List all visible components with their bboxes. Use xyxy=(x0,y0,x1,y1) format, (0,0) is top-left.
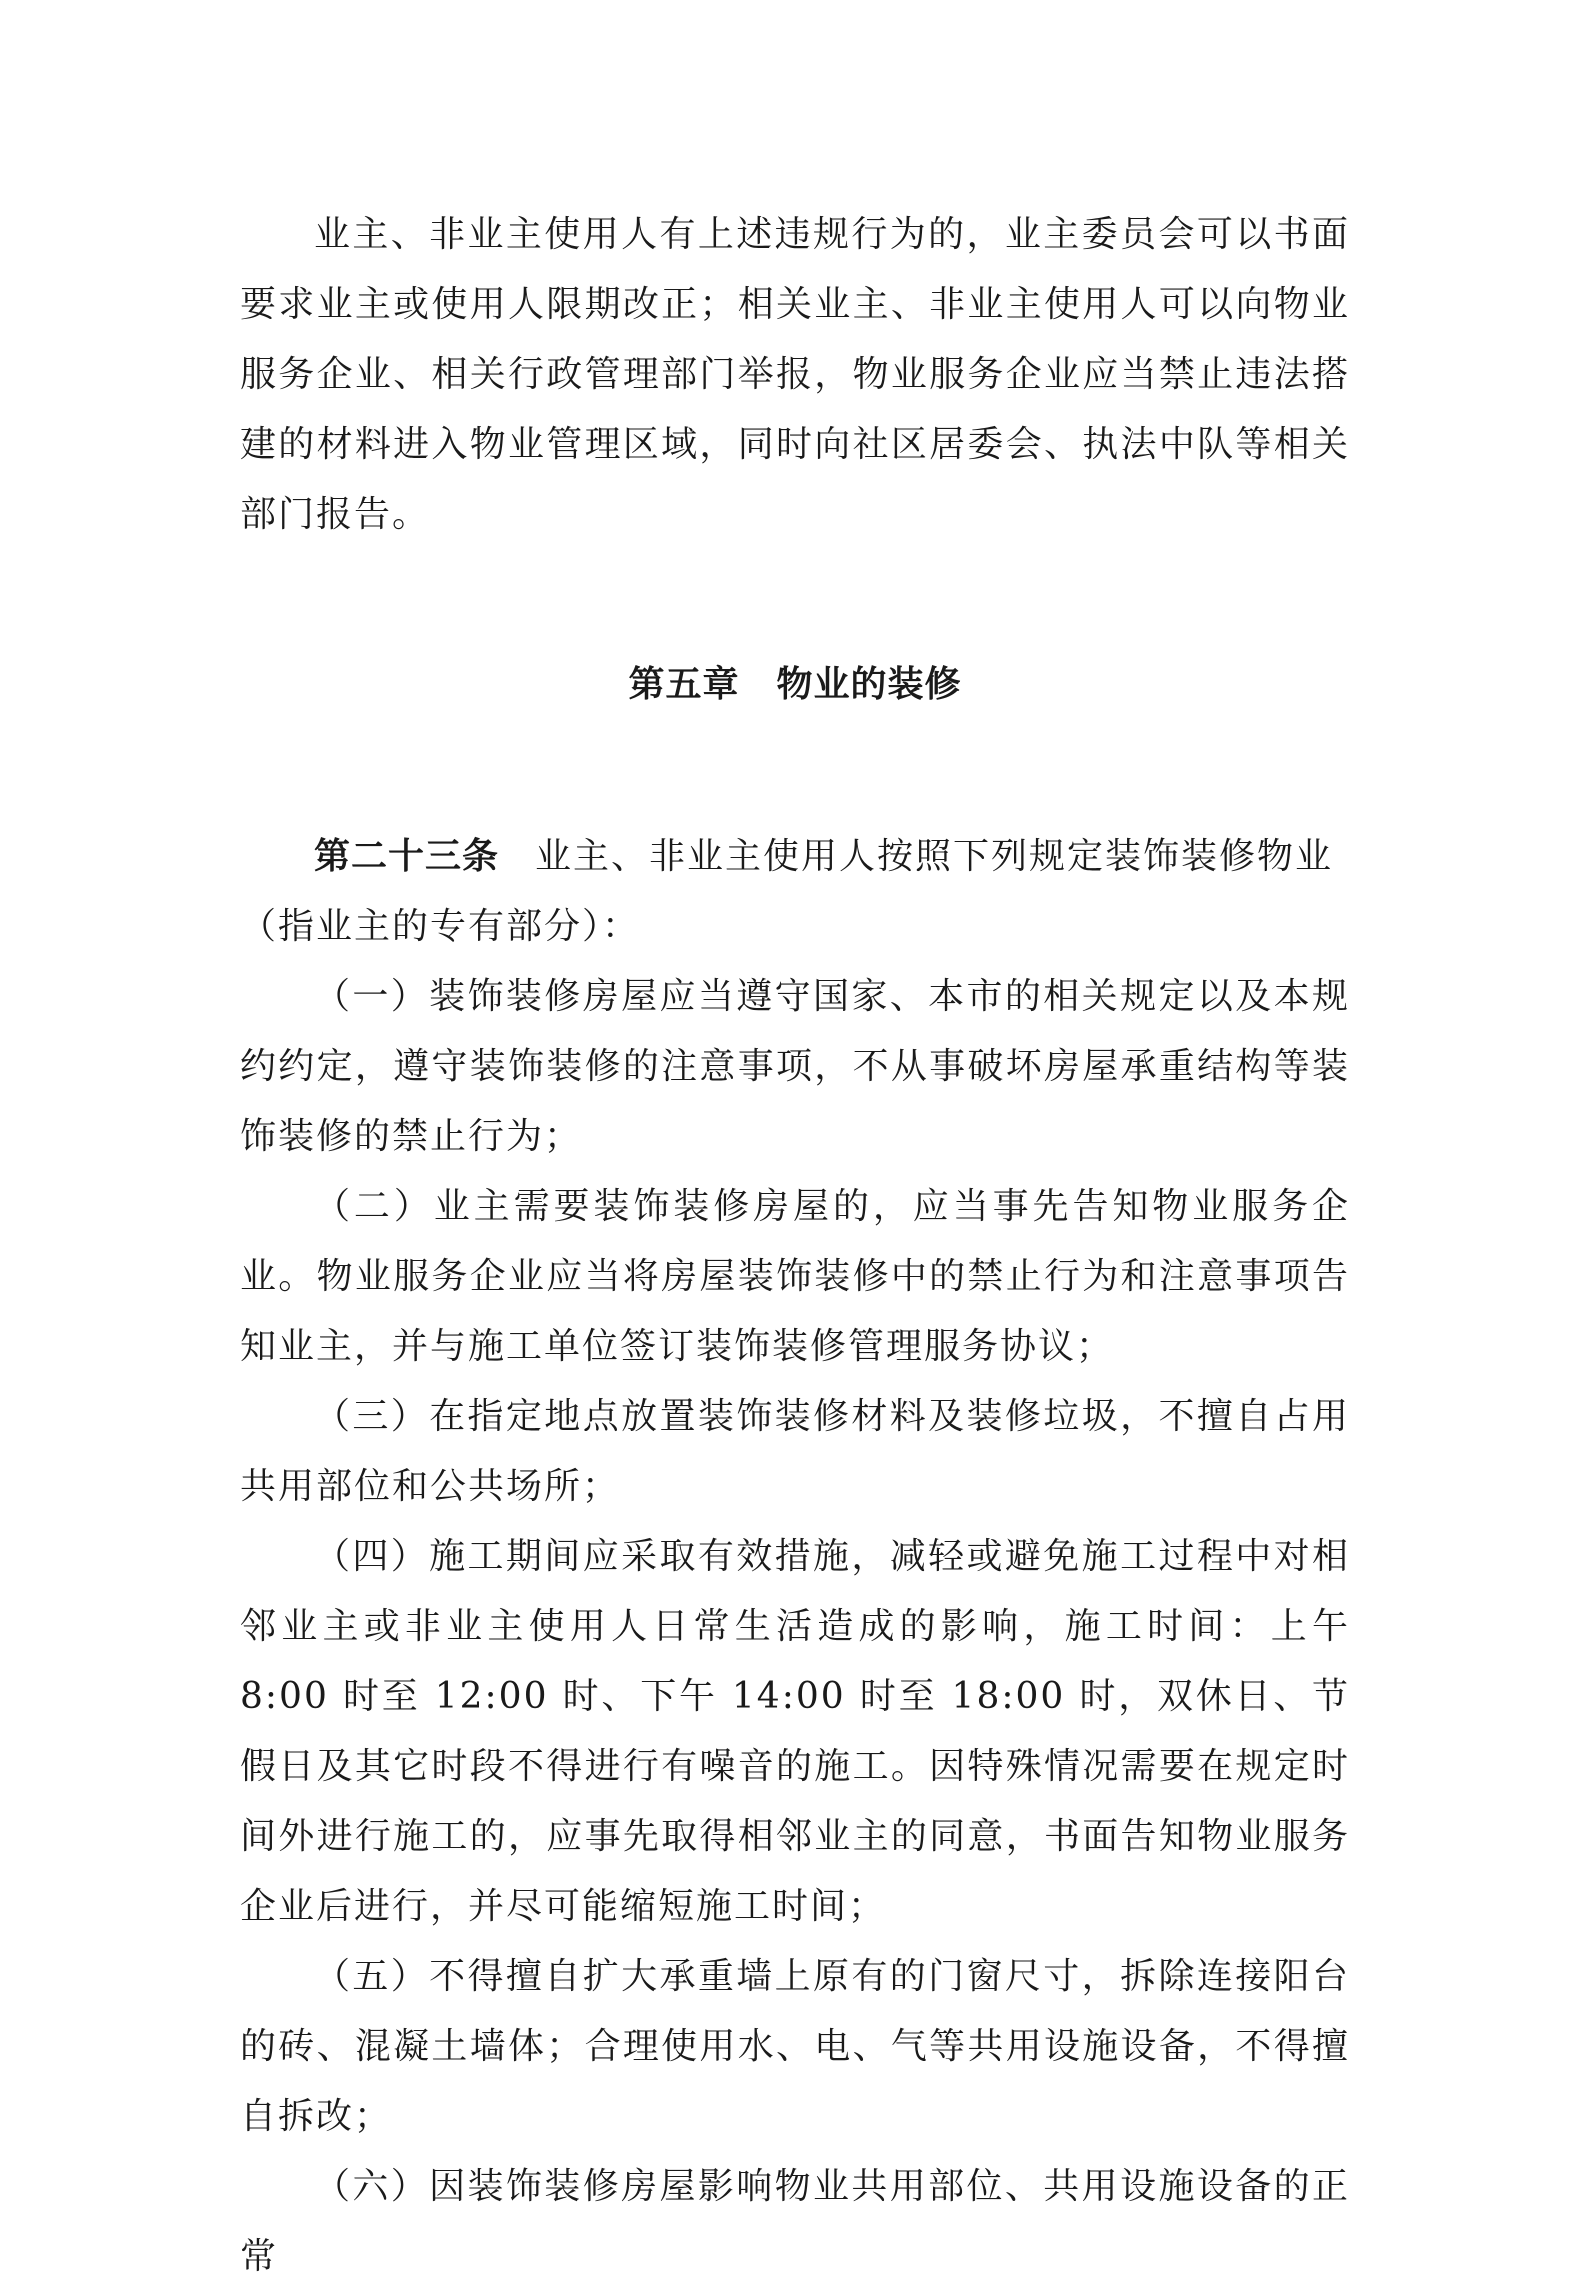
article-item-1: （一）装饰装修房屋应当遵守国家、本市的相关规定以及本规约约定，遵守装饰装修的注意事项，不从事破坏房屋承重结构等装饰装修的禁止行为； xyxy=(240,976,1350,1157)
article-item-2: （二）业主需要装饰装修房屋的，应当事先告知物业服务企业。物业服务企业应当将房屋装饰装修中的禁止行为和注意事项告知业主，并与施工单位签订装饰装修管理服务协议； xyxy=(240,1186,1350,1367)
intro-paragraph: 业主、非业主使用人有上述违规行为的，业主委员会可以书面要求业主或使用人限期改正；相关业主、非业主使用人可以向物业服务企业、相关行政管理部门举报，物业服务企业应当禁止违法搭建的材料进入物业管理区域，同时向社区居委会、执法中队等相关部门报告。 xyxy=(240,214,1350,535)
article-item-6: （六）因装饰装修房屋影响物业共用部位、共用设施设备的正常 xyxy=(240,2166,1350,2277)
article-item-5: （五）不得擅自扩大承重墙上原有的门窗尺寸，拆除连接阳台的砖、混凝土墙体；合理使用水、电、气等共用设施设备，不得擅自拆改； xyxy=(240,1956,1350,2137)
article-lead-continuation: （指业主的专有部分）： xyxy=(240,906,641,947)
article-lead xyxy=(240,822,1350,892)
article-item-3: （三）在指定地点放置装饰装修材料及装修垃圾，不擅自占用共用部位和公共场所； xyxy=(240,1396,1350,1507)
article-item-4: （四）施工期间应采取有效措施，减轻或避免施工过程中对相邻业主或非业主使用人日常生活造成的影响，施工时间：上午 8:00 时至 12:00 时、下午 14:00 时至 18:00 时，双休日、节假日及其它时段不得进行有噪音的施工。因特殊情况需要在规定时间外进行施工的，应事先取得相邻业主的同意，书面告知物业服务企业后进行，并尽可能缩短施工时间； xyxy=(240,1536,1350,1927)
article-lead-text: 业主、非业主使用人按照下列规定装饰装修物业 xyxy=(535,836,1334,877)
chapter-heading: 第五章 物业的装修 xyxy=(628,664,962,705)
document-body xyxy=(240,200,1350,2292)
article-title: 第二十三条 xyxy=(314,836,500,877)
